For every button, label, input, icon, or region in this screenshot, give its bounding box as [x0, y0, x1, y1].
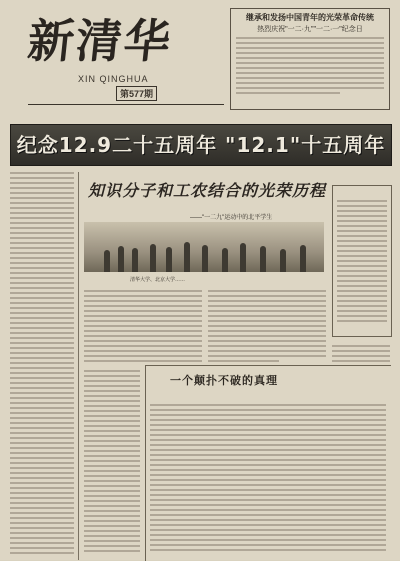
photo-caption: 清华大学、北京大学…… — [130, 277, 186, 283]
top-box-subheadline: 热烈庆祝"一二·九""一二·一"纪念日 — [257, 26, 363, 33]
lower-left-col — [84, 370, 140, 555]
side-column-text — [332, 345, 390, 365]
issue-row — [28, 86, 224, 100]
bottom-article-text — [150, 404, 386, 554]
issue-number: 第577期 — [116, 86, 157, 101]
banner-text: 纪念12.9二十五周年 "12.1"十五周年 — [16, 133, 386, 157]
masthead-pinyin: XIN QINGHUA — [78, 74, 149, 84]
column-divider — [78, 172, 79, 560]
main-headline: 知识分子和工农结合的光荣历程 — [88, 181, 327, 200]
top-right-box — [230, 8, 390, 110]
main-subhead: ——"一二九"运动中的北平学生 — [190, 215, 273, 221]
bottom-article-title: 一个颠扑不破的真理 — [170, 374, 278, 387]
publisher-row — [28, 104, 224, 117]
commemoration-banner — [10, 124, 392, 166]
left-column-text — [10, 172, 74, 560]
main-article-col-1 — [84, 290, 202, 365]
historical-photo — [84, 222, 324, 272]
side-column-box — [332, 185, 392, 337]
main-article-col-2 — [208, 290, 326, 365]
top-box-headline: 继承和发扬中国青年的光荣革命传统 — [246, 13, 374, 22]
top-box-text-lines — [236, 37, 384, 97]
masthead-title: 新清华 — [25, 14, 175, 68]
